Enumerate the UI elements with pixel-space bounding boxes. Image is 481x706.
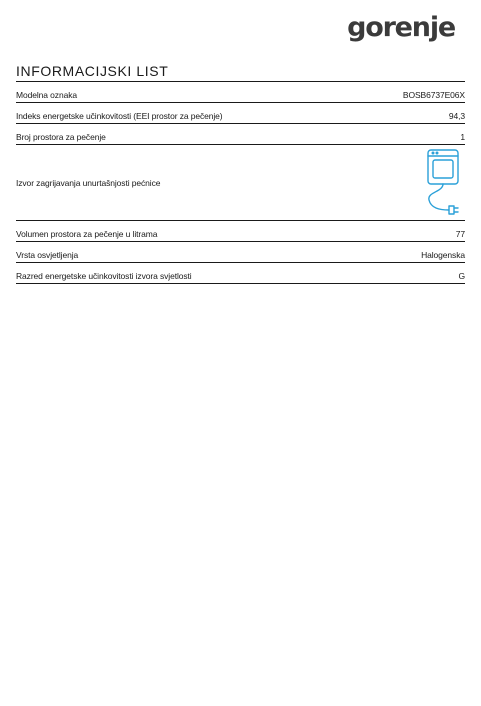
electric-oven-icon (425, 148, 465, 218)
table-row (16, 103, 465, 124)
info-table (16, 82, 465, 284)
page-title: INFORMACIJSKI LIST (16, 63, 169, 79)
row-value: Halogenska (421, 250, 465, 260)
row-label: Izvor zagrijavanja unurtašnjosti pećnice (16, 177, 161, 188)
row-value: 94,3 (448, 111, 465, 121)
row-label: Indeks energetske učinkovitosti (EEI prostor za pečenje) (16, 111, 223, 121)
row-value: G (458, 271, 465, 281)
table-row (16, 124, 465, 145)
row-label: Modelna oznaka (16, 90, 77, 100)
table-row (16, 221, 465, 242)
row-label: Broj prostora za pečenje (16, 132, 106, 142)
table-row (16, 82, 465, 103)
row-value: 1 (460, 132, 465, 142)
row-label: Vrsta osvjetljenja (16, 250, 79, 260)
row-value: 77 (455, 229, 465, 239)
row-label: Volumen prostora za pečenje u litrama (16, 229, 158, 239)
row-value: BOSB6737E06X (402, 90, 465, 100)
row-label: Razred energetske učinkovitosti izvora svjetlosti (16, 271, 192, 281)
brand-logo: gorenje (347, 12, 455, 43)
table-row (16, 242, 465, 263)
table-row (16, 145, 465, 221)
table-row (16, 263, 465, 284)
